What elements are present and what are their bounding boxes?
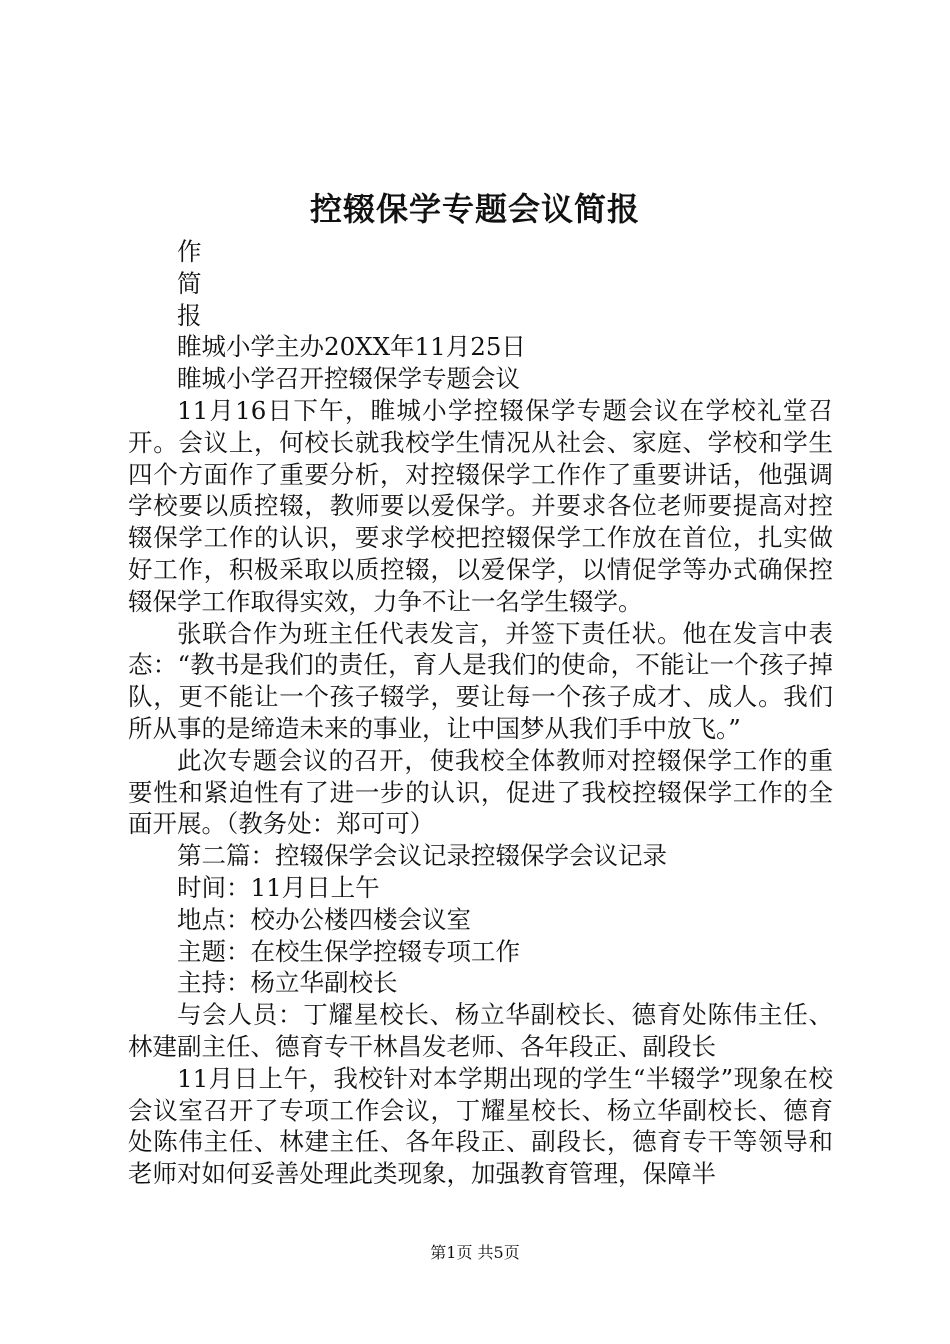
body-paragraph: 此次专题会议的召开，使我校全体教师对控辍保学工作的重要性和紧迫性有了进一步的认识，促进了我校控辍保学工作的全面开展。（教务处：郑可可） bbox=[128, 745, 833, 839]
body-paragraph: 地点：校办公楼四楼会议室 bbox=[177, 904, 471, 934]
body-paragraph: 简 bbox=[177, 268, 202, 298]
document-title: 控辍保学专题会议简报 bbox=[309, 190, 640, 228]
page-number-footer: 第1页 共5页 bbox=[430, 1243, 520, 1262]
body-paragraph: 时间：11月日上午 bbox=[177, 872, 380, 902]
body-paragraph: 睢城小学召开控辍保学专题会议 bbox=[177, 364, 520, 394]
body-paragraph: 主持：杨立华副校长 bbox=[177, 968, 398, 998]
body-paragraph: 张联合作为班主任代表发言，并签下责任状。他在发言中表态：“教书是我们的责任，育人是我们的使命，不能让一个孩子掉队，更不能让一个孩子辍学，要让每一个孩子成才、成人。我们所从事的是缔造未来的事业，让中国梦从我们手中放飞。” bbox=[128, 618, 833, 743]
body-paragraph: 11月日上午，我校针对本学期出现的学生“半辍学”现象在校会议室召开了专项工作会议，丁耀星校长、杨立华副校长、德育处陈伟主任、林建主任、各年段正、副段长，德育专干等领导和老师对如何妥善处理此类现象，加强教育管理，保障半 bbox=[128, 1063, 833, 1189]
body-paragraph: 与会人员：丁耀星校长、杨立华副校长、德育处陈伟主任、林建副主任、德育专干林昌发老师、各年段正、副段长 bbox=[128, 1000, 833, 1061]
body-paragraph: 睢城小学主办20XX年11月25日 bbox=[177, 332, 526, 362]
body-paragraph: 报 bbox=[177, 300, 202, 330]
document-body bbox=[128, 236, 833, 1190]
body-paragraph: 11月16日下午，睢城小学控辍保学专题会议在学校礼堂召开。会议上，何校长就我校学生情况从社会、家庭、学校和学生四个方面作了重要分析，对控辍保学工作作了重要讲话，他强调学校要以质控辍，教师要以爱保学。并要求各位老师要提高对控辍保学工作的认识，要求学校把控辍保学工作放在首位，扎实做好工作，积极采取以质控辍，以爱保学，以情促学等办式确保控辍保学工作取得实效，力争不让一名学生辍学。 bbox=[128, 395, 833, 616]
body-paragraph: 作 bbox=[177, 237, 202, 266]
body-paragraph: 主题：在校生保学控辍专项工作 bbox=[177, 936, 520, 966]
body-paragraph: 第二篇：控辍保学会议记录控辍保学会议记录 bbox=[177, 841, 667, 871]
